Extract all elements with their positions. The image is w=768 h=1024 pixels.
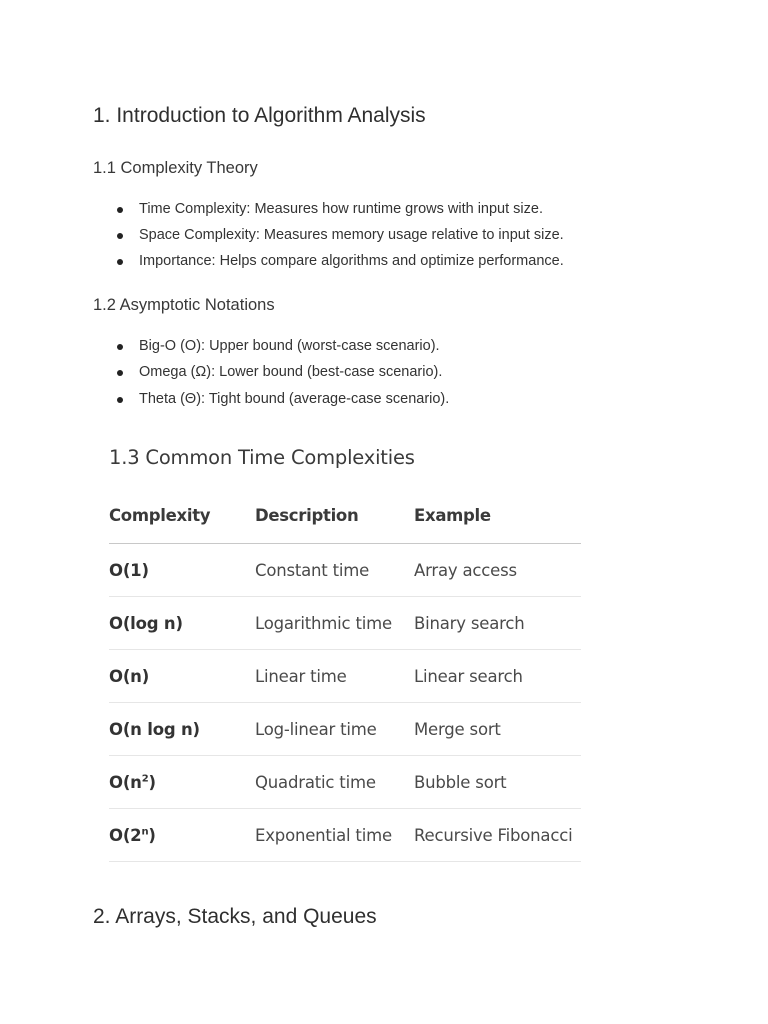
time-complexities-table [109,497,581,862]
cell-description: Linear time [255,667,347,686]
cell-description: Quadratic time [255,773,376,792]
cell-complexity [109,773,156,792]
complexity-tail: ) [148,773,156,792]
table-row [109,703,581,756]
cell-description: Constant time [255,561,370,580]
complexity-superscript: n [141,826,149,838]
table-row [109,756,581,809]
cell-example: Binary search [414,614,525,633]
cell-complexity: O(log n) [109,614,183,633]
complexity-tail: ) [148,826,156,845]
bullet-icon [117,233,123,239]
bullet-icon [117,207,123,213]
list-item-text: Time Complexity: Measures how runtime grows with input size. [139,201,543,217]
bullet-icon [117,344,123,350]
bullet-icon [117,259,123,265]
cell-description: Logarithmic time [255,614,392,633]
table-row [109,650,581,703]
cell-description: Log-linear time [255,720,377,739]
list-item-text: Space Complexity: Measures memory usage relative to input size. [139,227,564,243]
cell-description: Exponential time [255,826,392,845]
table-row [109,544,581,597]
bullet-icon [117,397,123,403]
table-header-row [109,497,581,544]
cell-complexity [109,826,156,845]
subsection-1-2-title: 1.2 Asymptotic Notations [93,296,275,314]
cell-example: Linear search [414,667,523,686]
list-item-text: Importance: Helps compare algorithms and optimize performance. [139,253,564,269]
column-header-complexity: Complexity [109,506,211,525]
cell-example: Merge sort [414,720,501,739]
complexity-base: O(n [109,773,142,792]
column-header-description: Description [255,506,359,525]
cell-complexity: O(n) [109,667,150,686]
list-item-text: Big-O (O): Upper bound (worst-case scenario). [139,338,440,354]
cell-example: Bubble sort [414,773,507,792]
table-row [109,809,581,862]
section-1-title: 1. Introduction to Algorithm Analysis [93,104,426,127]
cell-example: Recursive Fibonacci [414,826,573,845]
cell-complexity: O(n log n) [109,720,200,739]
table-row [109,597,581,650]
cell-example: Array access [414,561,517,580]
subsection-1-3-title: 1.3 Common Time Complexities [109,446,415,469]
complexity-base: O(2 [109,826,142,845]
section-2-title: 2. Arrays, Stacks, and Queues [93,905,377,928]
complexity-superscript: 2 [141,773,149,785]
column-header-example: Example [414,506,491,525]
bullet-icon [117,370,123,376]
list-item-text: Omega (Ω): Lower bound (best-case scenario). [139,364,443,380]
cell-complexity: O(1) [109,561,149,580]
list-item-text: Theta (Θ): Tight bound (average-case scenario). [139,391,450,407]
subsection-1-1-title: 1.1 Complexity Theory [93,159,258,177]
